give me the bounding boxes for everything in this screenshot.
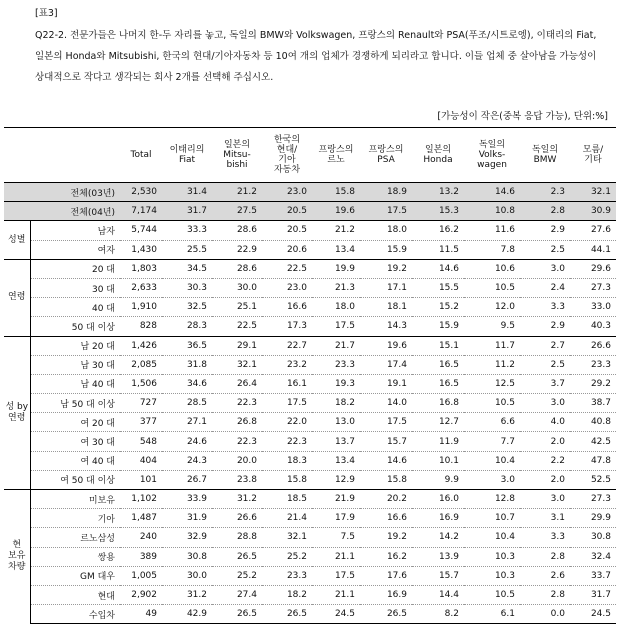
table-cell: 11.6 xyxy=(464,221,520,240)
table-cell: 30.8 xyxy=(162,547,212,566)
table-cell: 12.9 xyxy=(312,470,360,489)
table-cell: 32.5 xyxy=(162,298,212,317)
table-cell: 16.2 xyxy=(360,547,412,566)
table-cell: 26.6 xyxy=(212,509,262,528)
table-cell: 21.3 xyxy=(312,278,360,297)
table-cell: 32.1 xyxy=(262,528,312,547)
table-cell: 33.3 xyxy=(162,221,212,240)
column-header: 독일의 BMW xyxy=(520,128,570,183)
table-cell: 2.9 xyxy=(520,221,570,240)
table-cell: 16.6 xyxy=(360,509,412,528)
table-cell: 36.5 xyxy=(162,336,212,355)
row-label: 수입차 xyxy=(30,605,120,624)
table-cell: 7.8 xyxy=(464,240,520,259)
table-cell: 2.8 xyxy=(520,585,570,604)
table-cell: 28.3 xyxy=(162,317,212,336)
table-row xyxy=(4,183,616,202)
table-cell: 12.5 xyxy=(464,374,520,393)
table-cell: 2.2 xyxy=(520,451,570,470)
table-cell: 2.6 xyxy=(520,566,570,585)
row-label: 여 50 대 이상 xyxy=(30,470,120,489)
table-cell: 32.9 xyxy=(162,528,212,547)
table-cell: 20.6 xyxy=(262,240,312,259)
table-cell: 22.5 xyxy=(212,317,262,336)
table-cell: 20.0 xyxy=(212,451,262,470)
table-cell: 42.9 xyxy=(162,605,212,624)
table-cell: 548 xyxy=(120,432,162,451)
column-header: Total xyxy=(120,128,162,183)
table-cell: 7.7 xyxy=(464,432,520,451)
table-cell: 14.2 xyxy=(412,528,464,547)
table-cell: 19.3 xyxy=(312,374,360,393)
table-cell: 15.2 xyxy=(412,298,464,317)
table-cell: 13.2 xyxy=(412,183,464,202)
table-cell: 16.9 xyxy=(360,585,412,604)
table-cell: 9.5 xyxy=(464,317,520,336)
table-cell: 34.6 xyxy=(162,374,212,393)
table-row xyxy=(4,509,616,528)
table-row xyxy=(4,605,616,624)
row-label: 남 20 대 xyxy=(30,336,120,355)
table-row xyxy=(4,547,616,566)
table-cell: 23.0 xyxy=(262,278,312,297)
column-header: 이태리의 Fiat xyxy=(162,128,212,183)
table-cell: 2.8 xyxy=(520,202,570,221)
table-cell: 2.5 xyxy=(520,240,570,259)
table-cell: 9.9 xyxy=(412,470,464,489)
table-cell: 22.9 xyxy=(212,240,262,259)
table-row xyxy=(4,259,616,278)
table-cell: 2,085 xyxy=(120,355,162,374)
row-label: 여 40 대 xyxy=(30,451,120,470)
table-cell: 32.1 xyxy=(570,183,616,202)
table-cell: 25.2 xyxy=(212,566,262,585)
table-cell: 6.6 xyxy=(464,413,520,432)
table-cell: 14.0 xyxy=(360,394,412,413)
table-cell: 24.5 xyxy=(570,605,616,624)
table-cell: 727 xyxy=(120,394,162,413)
table-cell: 17.5 xyxy=(360,413,412,432)
table-cell: 2.3 xyxy=(520,183,570,202)
table-cell: 2.0 xyxy=(520,432,570,451)
row-group-label: 현 보유 차량 xyxy=(4,490,30,624)
table-cell: 26.5 xyxy=(262,605,312,624)
table-cell: 10.4 xyxy=(464,451,520,470)
column-header: 프랑스의 르노 xyxy=(312,128,360,183)
table-cell: 3.0 xyxy=(520,394,570,413)
table-cell: 23.3 xyxy=(570,355,616,374)
table-cell: 31.8 xyxy=(162,355,212,374)
table-row xyxy=(4,221,616,240)
table-cell: 24.5 xyxy=(312,605,360,624)
table-cell: 2,633 xyxy=(120,278,162,297)
row-label: 쌍용 xyxy=(30,547,120,566)
table-row xyxy=(4,202,616,221)
table-cell: 16.2 xyxy=(412,221,464,240)
table-cell: 42.5 xyxy=(570,432,616,451)
table-cell: 1,803 xyxy=(120,259,162,278)
table-cell: 11.7 xyxy=(464,336,520,355)
table-cell: 16.6 xyxy=(262,298,312,317)
table-cell: 15.5 xyxy=(412,278,464,297)
table-cell: 22.5 xyxy=(262,259,312,278)
table-cell: 3.0 xyxy=(520,259,570,278)
table-row xyxy=(4,374,616,393)
table-cell: 18.1 xyxy=(360,298,412,317)
table-cell: 10.8 xyxy=(464,202,520,221)
header-row xyxy=(4,128,616,183)
table-cell: 25.1 xyxy=(212,298,262,317)
table-cell: 29.1 xyxy=(212,336,262,355)
table-cell: 101 xyxy=(120,470,162,489)
table-cell: 5,744 xyxy=(120,221,162,240)
table-cell: 1,430 xyxy=(120,240,162,259)
table-cell: 26.5 xyxy=(212,547,262,566)
table-cell: 24.6 xyxy=(162,432,212,451)
table-cell: 2.7 xyxy=(520,336,570,355)
table-cell: 10.4 xyxy=(464,528,520,547)
table-cell: 404 xyxy=(120,451,162,470)
table-cell: 17.5 xyxy=(262,394,312,413)
table-row xyxy=(4,470,616,489)
table-cell: 26.6 xyxy=(570,336,616,355)
table-cell: 12.7 xyxy=(412,413,464,432)
row-label: 전체(04년) xyxy=(4,202,120,221)
table-row xyxy=(4,355,616,374)
table-cell: 2.5 xyxy=(520,355,570,374)
table-cell: 49 xyxy=(120,605,162,624)
row-group-label: 성 by 연령 xyxy=(4,336,30,490)
table-cell: 13.9 xyxy=(412,547,464,566)
table-cell: 4.0 xyxy=(520,413,570,432)
table-cell: 21.1 xyxy=(312,547,360,566)
results-table xyxy=(4,127,616,624)
table-cell: 18.2 xyxy=(312,394,360,413)
table-cell: 20.5 xyxy=(262,221,312,240)
table-cell: 22.7 xyxy=(262,336,312,355)
table-cell: 7.5 xyxy=(312,528,360,547)
table-row xyxy=(4,451,616,470)
row-label: 르노삼성 xyxy=(30,528,120,547)
table-cell: 21.9 xyxy=(312,490,360,509)
table-cell: 15.1 xyxy=(412,336,464,355)
table-row xyxy=(4,394,616,413)
table-cell: 10.6 xyxy=(464,259,520,278)
table-cell: 11.2 xyxy=(464,355,520,374)
table-cell: 19.2 xyxy=(360,259,412,278)
table-cell: 28.5 xyxy=(162,394,212,413)
table-cell: 15.8 xyxy=(312,183,360,202)
table-cell: 21.1 xyxy=(312,585,360,604)
table-cell: 27.1 xyxy=(162,413,212,432)
table-cell: 1,506 xyxy=(120,374,162,393)
row-label: 기아 xyxy=(30,509,120,528)
table-cell: 7,174 xyxy=(120,202,162,221)
table-cell: 30.9 xyxy=(570,202,616,221)
table-row xyxy=(4,298,616,317)
column-header: 모름/ 기타 xyxy=(570,128,616,183)
table-cell: 16.0 xyxy=(412,490,464,509)
table-cell: 52.5 xyxy=(570,470,616,489)
table-cell: 2.4 xyxy=(520,278,570,297)
table-cell: 29.6 xyxy=(570,259,616,278)
table-cell: 10.5 xyxy=(464,394,520,413)
table-row xyxy=(4,413,616,432)
table-cell: 6.1 xyxy=(464,605,520,624)
table-cell: 10.7 xyxy=(464,509,520,528)
table-cell: 31.9 xyxy=(162,509,212,528)
table-cell: 26.8 xyxy=(212,413,262,432)
table-cell: 17.6 xyxy=(360,566,412,585)
table-cell: 10.5 xyxy=(464,585,520,604)
table-cell: 21.4 xyxy=(262,509,312,528)
table-cell: 0.0 xyxy=(520,605,570,624)
table-cell: 240 xyxy=(120,528,162,547)
table-cell: 14.6 xyxy=(464,183,520,202)
table-row xyxy=(4,317,616,336)
table-cell: 22.3 xyxy=(212,394,262,413)
table-row xyxy=(4,240,616,259)
table-cell: 19.6 xyxy=(360,336,412,355)
table-cell: 31.7 xyxy=(162,202,212,221)
table-cell: 377 xyxy=(120,413,162,432)
table-cell: 3.3 xyxy=(520,298,570,317)
table-cell: 29.2 xyxy=(570,374,616,393)
table-cell: 13.0 xyxy=(312,413,360,432)
table-cell: 828 xyxy=(120,317,162,336)
row-group-label: 성별 xyxy=(4,221,30,259)
table-cell: 1,426 xyxy=(120,336,162,355)
column-header: 한국의 현대/ 기아 자동차 xyxy=(262,128,312,183)
table-cell: 17.9 xyxy=(312,509,360,528)
row-label: 40 대 xyxy=(30,298,120,317)
table-cell: 15.9 xyxy=(360,240,412,259)
row-label: 미보유 xyxy=(30,490,120,509)
table-cell: 1,487 xyxy=(120,509,162,528)
row-label: 남 50 대 이상 xyxy=(30,394,120,413)
table-row xyxy=(4,528,616,547)
table-cell: 26.7 xyxy=(162,470,212,489)
table-row xyxy=(4,432,616,451)
table-cell: 44.1 xyxy=(570,240,616,259)
table-cell: 8.2 xyxy=(412,605,464,624)
table-cell: 15.3 xyxy=(412,202,464,221)
table-cell: 23.8 xyxy=(212,470,262,489)
header-blank xyxy=(30,128,120,183)
table-cell: 22.0 xyxy=(262,413,312,432)
row-group-label: 연령 xyxy=(4,259,30,336)
table-cell: 1,102 xyxy=(120,490,162,509)
table-cell: 26.4 xyxy=(212,374,262,393)
table-cell: 21.2 xyxy=(312,221,360,240)
table-cell: 2,530 xyxy=(120,183,162,202)
table-cell: 26.5 xyxy=(360,605,412,624)
table-cell: 31.7 xyxy=(570,585,616,604)
table-cell: 10.1 xyxy=(412,451,464,470)
table-cell: 21.2 xyxy=(212,183,262,202)
table-cell: 30.0 xyxy=(212,278,262,297)
table-cell: 13.7 xyxy=(312,432,360,451)
table-cell: 2.9 xyxy=(520,317,570,336)
table-cell: 23.3 xyxy=(312,355,360,374)
table-cell: 18.2 xyxy=(262,585,312,604)
table-cell: 17.5 xyxy=(312,317,360,336)
table-cell: 3.0 xyxy=(520,490,570,509)
table-cell: 40.8 xyxy=(570,413,616,432)
table-cell: 47.8 xyxy=(570,451,616,470)
table-cell: 23.2 xyxy=(262,355,312,374)
table-cell: 12.0 xyxy=(464,298,520,317)
row-label: 남 40 대 xyxy=(30,374,120,393)
column-header: 일본의 Mitsu- bishi xyxy=(212,128,262,183)
table-cell: 33.7 xyxy=(570,566,616,585)
row-label: 여 30 대 xyxy=(30,432,120,451)
table-cell: 31.2 xyxy=(162,585,212,604)
table-cell: 17.5 xyxy=(360,202,412,221)
table-cell: 30.0 xyxy=(162,566,212,585)
table-cell: 27.3 xyxy=(570,278,616,297)
table-cell: 14.6 xyxy=(412,259,464,278)
unit-note: [가능성이 작은(중복 응답 가능), 단위:%] xyxy=(437,111,608,122)
table-cell: 24.3 xyxy=(162,451,212,470)
table-cell: 11.5 xyxy=(412,240,464,259)
table-cell: 18.0 xyxy=(312,298,360,317)
table-cell: 19.2 xyxy=(360,528,412,547)
table-cell: 34.5 xyxy=(162,259,212,278)
table-cell: 15.7 xyxy=(412,566,464,585)
table-cell: 31.2 xyxy=(212,490,262,509)
table-cell: 19.6 xyxy=(312,202,360,221)
table-cell: 26.5 xyxy=(212,605,262,624)
table-cell: 14.6 xyxy=(360,451,412,470)
table-cell: 18.9 xyxy=(360,183,412,202)
table-cell: 17.4 xyxy=(360,355,412,374)
table-cell: 14.3 xyxy=(360,317,412,336)
table-cell: 27.5 xyxy=(212,202,262,221)
table-cell: 3.1 xyxy=(520,509,570,528)
table-cell: 15.7 xyxy=(360,432,412,451)
table-cell: 10.3 xyxy=(464,566,520,585)
table-cell: 15.8 xyxy=(262,470,312,489)
table-row xyxy=(4,490,616,509)
row-label: 50 대 이상 xyxy=(30,317,120,336)
table-cell: 30.8 xyxy=(570,528,616,547)
table-cell: 16.1 xyxy=(262,374,312,393)
table-cell: 23.0 xyxy=(262,183,312,202)
table-cell: 3.7 xyxy=(520,374,570,393)
table-cell: 20.2 xyxy=(360,490,412,509)
table-cell: 22.3 xyxy=(262,432,312,451)
table-row xyxy=(4,585,616,604)
row-label: 현대 xyxy=(30,585,120,604)
table-cell: 27.6 xyxy=(570,221,616,240)
table-cell: 17.3 xyxy=(262,317,312,336)
table-cell: 17.1 xyxy=(360,278,412,297)
row-label: 여 20 대 xyxy=(30,413,120,432)
table-cell: 16.5 xyxy=(412,355,464,374)
table-cell: 18.3 xyxy=(262,451,312,470)
table-cell: 32.1 xyxy=(212,355,262,374)
table-cell: 1,005 xyxy=(120,566,162,585)
row-label: 남 30 대 xyxy=(30,355,120,374)
table-cell: 28.6 xyxy=(212,221,262,240)
table-row xyxy=(4,336,616,355)
table-cell: 19.9 xyxy=(312,259,360,278)
table-cell: 38.7 xyxy=(570,394,616,413)
table-cell: 29.9 xyxy=(570,509,616,528)
table-cell: 23.3 xyxy=(262,566,312,585)
row-label: GM 대우 xyxy=(30,566,120,585)
table-cell: 27.4 xyxy=(212,585,262,604)
table-cell: 18.5 xyxy=(262,490,312,509)
table-cell: 27.3 xyxy=(570,490,616,509)
table-cell: 2.0 xyxy=(520,470,570,489)
table-cell: 32.4 xyxy=(570,547,616,566)
table-cell: 13.4 xyxy=(312,451,360,470)
table-cell: 15.8 xyxy=(360,470,412,489)
table-cell: 13.4 xyxy=(312,240,360,259)
table-cell: 16.8 xyxy=(412,394,464,413)
column-header: 독일의 Volks- wagen xyxy=(464,128,520,183)
table-cell: 17.5 xyxy=(312,566,360,585)
table-cell: 33.9 xyxy=(162,490,212,509)
table-cell: 19.1 xyxy=(360,374,412,393)
table-cell: 22.3 xyxy=(212,432,262,451)
table-cell: 16.9 xyxy=(412,509,464,528)
table-cell: 2.8 xyxy=(520,547,570,566)
row-label: 남자 xyxy=(30,221,120,240)
header-blank xyxy=(4,128,30,183)
row-label: 20 대 xyxy=(30,259,120,278)
question-text: Q22-2. 전문가들은 나머지 한-두 자리를 놓고, 독일의 BMW와 Volkswagen, 프랑스의 Renault와 PSA(푸조/시트로엥), 이태리의 Fiat, 일본의 Honda와 Mitsubishi, 한국의 현대/기아자동차 등 10여 개의 업체가 경쟁하게 되리라고 합니다. 이들 업체 중 살아남을 가능성이 상대적으로 작다고 생각되는 회사 2개를 선택해 주십시오. xyxy=(35,30,597,83)
table-cell: 2,902 xyxy=(120,585,162,604)
table-row xyxy=(4,566,616,585)
table-cell: 25.2 xyxy=(262,547,312,566)
column-header: 프랑스의 PSA xyxy=(360,128,412,183)
column-header: 일본의 Honda xyxy=(412,128,464,183)
table-cell: 15.9 xyxy=(412,317,464,336)
row-label: 전체(03년) xyxy=(4,183,120,202)
table-cell: 3.0 xyxy=(464,470,520,489)
table-row xyxy=(4,278,616,297)
table-cell: 14.4 xyxy=(412,585,464,604)
table-cell: 3.3 xyxy=(520,528,570,547)
table-cell: 28.8 xyxy=(212,528,262,547)
table-cell: 31.4 xyxy=(162,183,212,202)
table-cell: 10.5 xyxy=(464,278,520,297)
row-label: 여자 xyxy=(30,240,120,259)
table-cell: 40.3 xyxy=(570,317,616,336)
table-cell: 30.3 xyxy=(162,278,212,297)
table-cell: 25.5 xyxy=(162,240,212,259)
table-cell: 28.6 xyxy=(212,259,262,278)
table-cell: 1,910 xyxy=(120,298,162,317)
table-cell: 16.5 xyxy=(412,374,464,393)
table-cell: 33.0 xyxy=(570,298,616,317)
table-cell: 20.5 xyxy=(262,202,312,221)
row-label: 30 대 xyxy=(30,278,120,297)
table-cell: 18.0 xyxy=(360,221,412,240)
table-cell: 10.3 xyxy=(464,547,520,566)
table-cell: 21.7 xyxy=(312,336,360,355)
table-cell: 11.9 xyxy=(412,432,464,451)
table-cell: 12.8 xyxy=(464,490,520,509)
table-label: [표3] xyxy=(35,8,58,19)
table-cell: 389 xyxy=(120,547,162,566)
